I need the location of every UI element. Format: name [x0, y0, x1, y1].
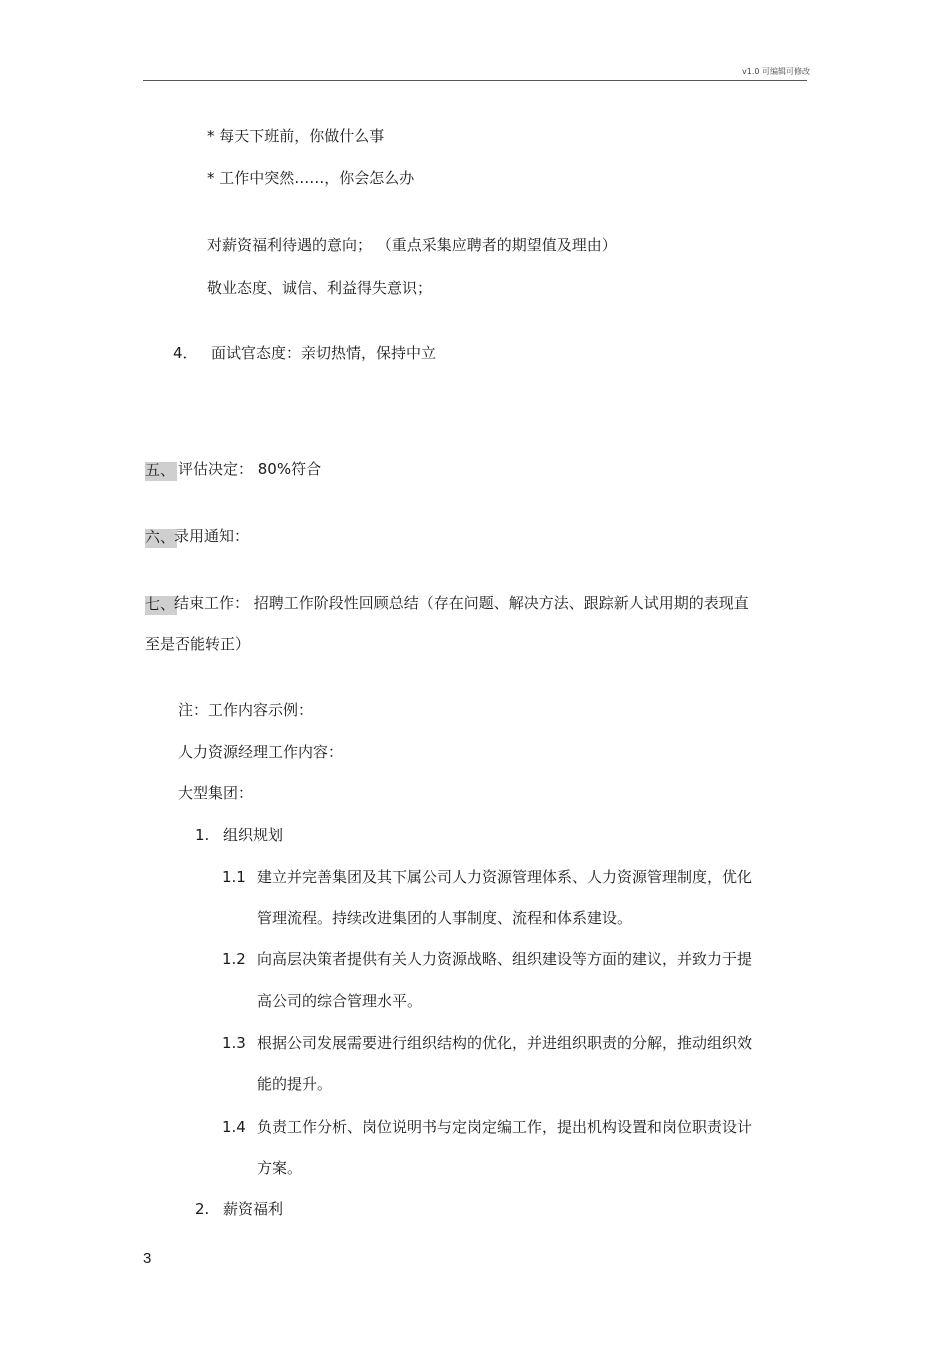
note-subtitle: 人力资源经理工作内容： — [178, 743, 344, 761]
section7-text-cont: 至是否能转正） — [145, 635, 251, 653]
bullet-item: * 每天下班前，你做什么事 — [207, 127, 385, 145]
subitem-text-cont: 高公司的综合管理水平。 — [257, 992, 423, 1010]
salary-line: 对薪资福利待遇的意向； （重点采集应聘者的期望值及理由） — [207, 236, 617, 254]
subitem-number: 1.2 — [222, 950, 246, 968]
note-title: 注：工作内容示例： — [178, 701, 314, 719]
list-text: 薪资福利 — [223, 1200, 284, 1218]
section6-label: 六、 — [145, 528, 176, 546]
item4-number: 4． — [173, 344, 198, 362]
section6-text: 录用通知： — [174, 527, 250, 545]
subitem-text: 建立并完善集团及其下属公司人力资源管理体系、人力资源管理制度，优化 — [257, 868, 753, 886]
subitem-text: 负责工作分析、岗位说明书与定岗定编工作，提出机构设置和岗位职责设计 — [257, 1118, 753, 1136]
section7-label: 七、 — [145, 595, 176, 613]
section5-label: 五、 — [145, 461, 176, 479]
subitem-number: 1.3 — [222, 1034, 246, 1052]
list-number: 2. — [195, 1200, 210, 1218]
note-group: 大型集团： — [178, 784, 254, 802]
bullet-item: * 工作中突然……，你会怎么办 — [207, 169, 415, 187]
attitude-line: 敬业态度、诚信、利益得失意识； — [207, 279, 433, 297]
item4-text: 面试官态度：亲切热情，保持中立 — [211, 344, 437, 362]
header-rule — [143, 80, 807, 81]
subitem-number: 1.1 — [222, 868, 246, 886]
section7-text: 结束工作： 招聘工作阶段性回顾总结（存在问题、解决方法、跟踪新人试用期的表现直 — [174, 594, 749, 612]
subitem-text-cont: 能的提升。 — [257, 1075, 333, 1093]
section5-text: 评估决定： 80%符合 — [178, 460, 322, 478]
list-text: 组织规划 — [223, 826, 284, 844]
list-number: 1. — [195, 826, 210, 844]
subitem-number: 1.4 — [222, 1118, 246, 1136]
subitem-text-cont: 管理流程。持续改进集团的人事制度、流程和体系建设。 — [257, 909, 633, 927]
subitem-text-cont: 方案。 — [257, 1159, 303, 1177]
page-number: 3 — [143, 1250, 152, 1267]
subitem-text: 向高层决策者提供有关人力资源战略、组织建设等方面的建议，并致力于提 — [257, 950, 753, 968]
header-version: v1.0 可编辑可修改 — [742, 67, 810, 76]
subitem-text: 根据公司发展需要进行组织结构的优化，并进组织职责的分解，推动组织效 — [257, 1034, 753, 1052]
